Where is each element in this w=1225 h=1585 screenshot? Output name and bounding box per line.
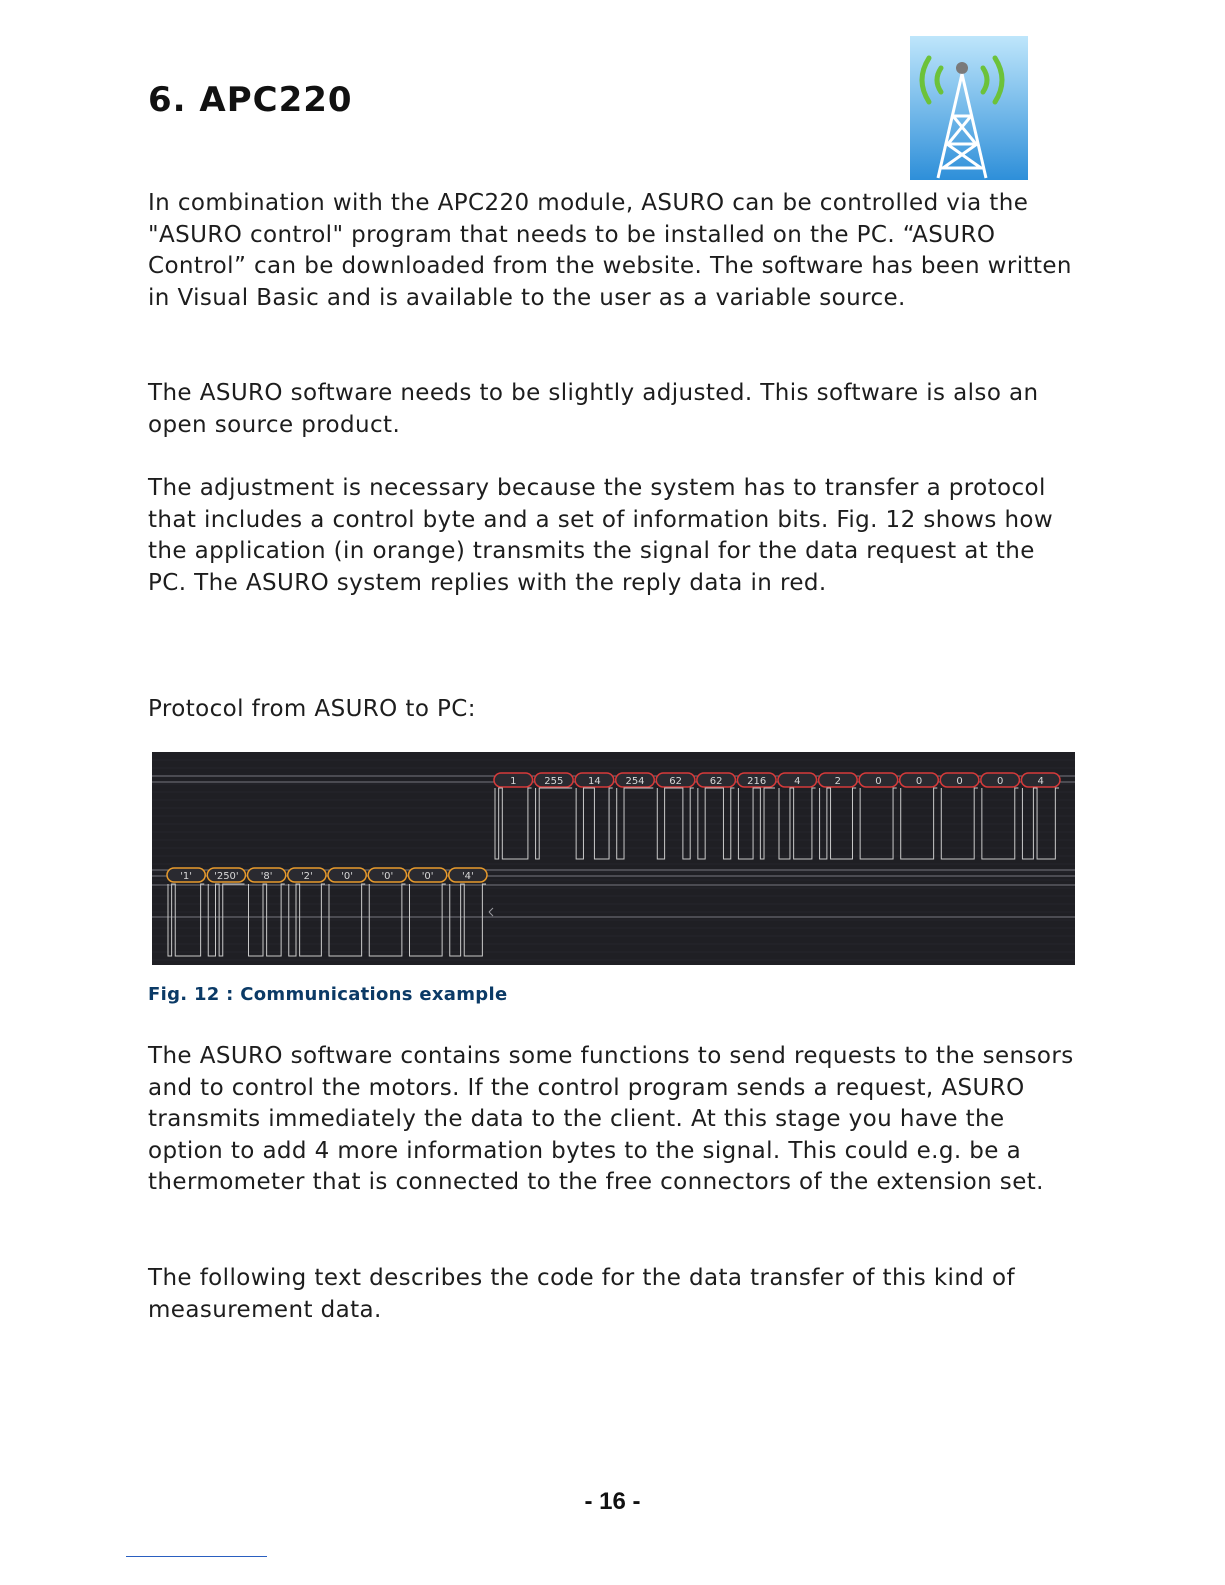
reply-byte-label: 1 bbox=[510, 776, 517, 787]
paragraph-following: The following text describes the code for the data transfer of this kind of measurement data. bbox=[148, 1265, 1015, 1323]
request-byte-label: '250' bbox=[214, 871, 239, 882]
reply-byte-label: 254 bbox=[625, 776, 645, 787]
reply-byte-label: 4 bbox=[794, 776, 801, 787]
reply-byte-label: 14 bbox=[588, 776, 601, 787]
request-byte-label: '8' bbox=[260, 871, 273, 882]
reply-byte-label: 62 bbox=[709, 776, 723, 787]
reply-byte-label: 0 bbox=[996, 776, 1004, 787]
reply-byte-label: 4 bbox=[1037, 776, 1044, 787]
request-byte-label: '0' bbox=[381, 871, 394, 882]
reply-byte-label: 2 bbox=[834, 776, 842, 787]
protocol-label: Protocol from ASURO to PC: bbox=[148, 696, 476, 722]
reply-byte-label: 216 bbox=[747, 776, 767, 787]
figure-caption: Fig. 12 : Communications example bbox=[148, 984, 508, 1005]
paragraph-software-adjust: The ASURO software needs to be slightly adjusted. This software is also an open source product. bbox=[148, 380, 1039, 438]
request-byte-label: '0' bbox=[341, 871, 354, 882]
footer-rule bbox=[126, 1556, 267, 1557]
paragraph-functions: The ASURO software contains some functions to send requests to the sensors and to control the motors. If the control program sends a request, ASURO transmits immediately the data to the client. At this stage you have the option to add 4 more information bytes to the signal. This could e.g. be a thermometer that is connected to the free connectors of the extension set. bbox=[148, 1043, 1074, 1196]
page-number: - 16 - bbox=[584, 1488, 641, 1515]
communication-signal-figure bbox=[152, 752, 1075, 965]
reply-byte-label: 255 bbox=[544, 776, 564, 787]
paragraph-protocol: The adjustment is necessary because the system has to transfer a protocol that includes a control byte and a set of information bits. Fig. 12 shows how the application (in orange) transmits the signal for the data request at the PC. The ASURO system replies with the reply data in red. bbox=[148, 475, 1054, 596]
reply-byte-label: 62 bbox=[669, 776, 682, 787]
reply-byte-label: 0 bbox=[956, 776, 963, 787]
paragraph-intro: In combination with the APC220 module, ASURO can be controlled via the "ASURO control" program that needs to be installed on the PC. “ASURO Control” can be downloaded from the website. The software has been written in Visual Basic and is available to the user as a variable source. bbox=[148, 190, 1072, 311]
page-heading: 6. APC220 bbox=[148, 80, 353, 120]
radio-tower-icon bbox=[896, 28, 1028, 180]
request-byte-label: '4' bbox=[461, 871, 474, 882]
reply-byte-label: 0 bbox=[915, 776, 923, 787]
request-byte-label: '2' bbox=[300, 871, 313, 882]
request-byte-label: '0' bbox=[421, 871, 434, 882]
reply-byte-label: 0 bbox=[875, 776, 882, 787]
request-byte-label: '1' bbox=[180, 871, 193, 882]
